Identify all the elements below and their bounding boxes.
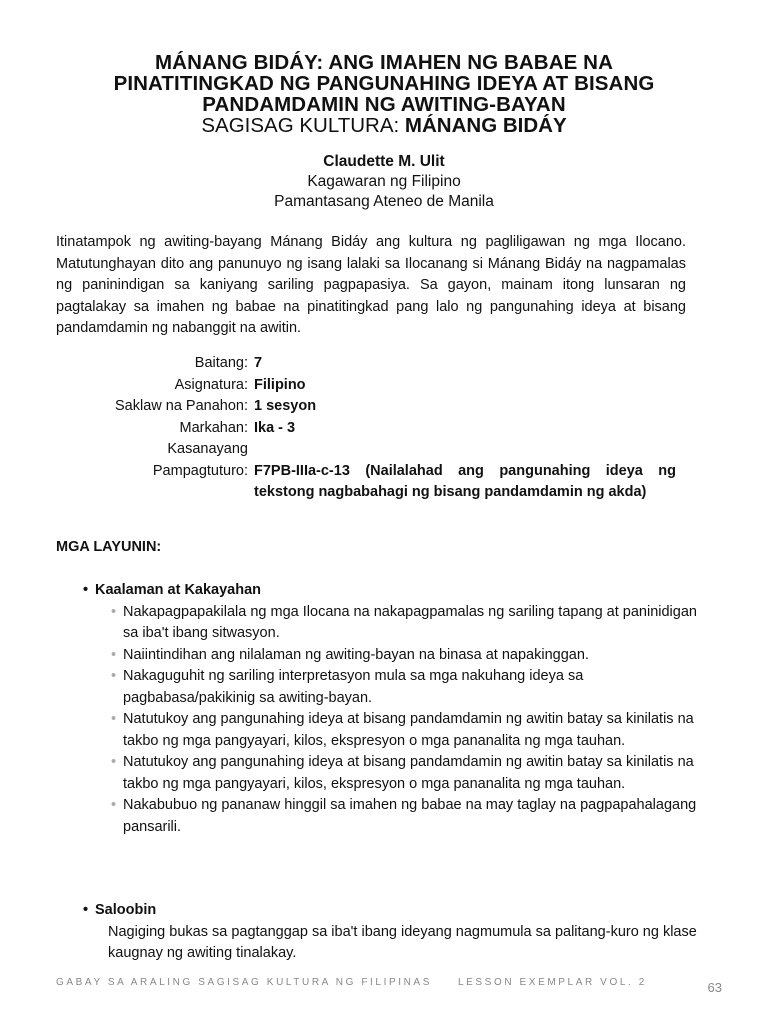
objectives-heading: MGA LAYUNIN: — [56, 539, 162, 555]
list-item-text: Nakabubuo ng pananaw hinggil sa imahen ng babae na may taglay na pagpapahalagang pansarili. — [123, 797, 697, 835]
list-item — [83, 709, 703, 752]
list-item — [83, 666, 703, 709]
meta-row-quarter — [56, 418, 676, 440]
title-block — [40, 52, 728, 137]
sub-bullet-icon: • — [111, 797, 117, 813]
meta-value-empty — [254, 439, 676, 461]
list-item — [83, 602, 703, 645]
footer-volume: LESSON EXEMPLAR VOL. 2 — [457, 977, 647, 988]
meta-value: 7 — [254, 355, 263, 371]
meta-value: Filipino — [254, 376, 306, 393]
meta-row-competency — [56, 461, 676, 504]
abstract-paragraph: Itinatampok ng awiting-bayang Mánang Bidáy ang kultura ng pagliligawan ng mga Ilocano. Matutunghayan dito ang panunuyo ng isang lalaki sa Ilocanang si Mánang Bidáy na nagpamalas ng paninindigan sa kaniyang sariling pagpapasiya. Sa gayon, mainam itong lunsaran ng pagtalakay sa imahen ng babae na pinatitingkad pang lalo ng pangunahing ideya at bisang pandamdamin ng nabanggit na awitin. — [56, 234, 686, 336]
meta-value: F7PB-IIIa-c-13 (Nailalahad ang pangunahing ideya ng tekstong nagbabahagi ng bisang pandamdamin ng akda) — [254, 462, 676, 500]
lesson-metadata — [56, 353, 676, 504]
attitude-group — [83, 900, 703, 965]
list-item-text: Nakapagpapakilala ng mga Ilocana na nakapagpamalas ng sariling tapang at paninidigan sa iba't ibang sitwasyon. — [123, 603, 697, 641]
author-block — [40, 152, 728, 212]
author-department: Kagawaran ng Filipino — [307, 173, 461, 190]
sub-bullet-icon: • — [111, 754, 117, 770]
meta-label: Saklaw na Panahon: — [114, 398, 248, 414]
meta-row-time — [56, 396, 676, 418]
footer-running-title — [56, 977, 647, 988]
list-item — [83, 752, 703, 795]
attitude-text: Nagiging bukas sa pagtanggap sa iba't ibang ideyang nagmumula sa palitang-kuro ng klase kaugnay ng awiting tinalakay. — [108, 923, 697, 961]
author-name: Claudette M. Ulit — [323, 153, 445, 170]
list-item-text: Natutukoy ang pangunahing ideya at bisang pandamdamin ng awitin batay sa kinilatis na takbo ng mga pangyayari, kilos, ekspresyon o mga pananalita ng mga tauhan. — [123, 711, 694, 749]
meta-value: 1 sesyon — [254, 398, 317, 414]
footer-series: GABAY SA ARALING SAGISAG KULTURA NG FILIPINAS — [56, 977, 432, 988]
page-number: 63 — [707, 980, 722, 995]
subtitle-bold: MÁNANG BIDÁY — [404, 114, 567, 137]
knowledge-label: Kaalaman at Kakayahan — [95, 582, 262, 598]
author-school: Pamantasang Ateneo de Manila — [274, 193, 494, 210]
list-item — [83, 645, 703, 667]
meta-label: Kasanayang — [167, 441, 248, 457]
meta-row-grade — [56, 353, 676, 375]
title-line-1: MÁNANG BIDÁY: ANG IMAHEN NG BABAE NA — [154, 51, 613, 74]
meta-label: Baitang: — [194, 355, 248, 371]
list-item-text: Naiintindihan ang nilalaman ng awiting-bayan na binasa at napakinggan. — [123, 646, 589, 663]
bullet-icon: • — [83, 582, 89, 598]
list-item-text: Natutukoy ang pangunahing ideya at bisang pandamdamin ng awitin batay sa kinilatis na takbo ng mga pangyayari, kilos, ekspresyon o mga pananalita ng mga tauhan. — [123, 754, 694, 792]
meta-label: Pampagtuturo: — [152, 462, 248, 479]
attitude-label: Saloobin — [95, 902, 157, 918]
subtitle-prefix: SAGISAG KULTURA: — [201, 114, 405, 137]
sub-bullet-icon: • — [111, 668, 117, 684]
title-line-3: PANDAMDAMIN NG AWITING-BAYAN — [202, 93, 566, 116]
subtitle — [40, 115, 728, 137]
knowledge-bullet — [83, 580, 703, 602]
sub-bullet-icon: • — [111, 711, 117, 727]
title-line-2: PINATITINGKAD NG PANGUNAHING IDEYA AT BISANG — [113, 72, 655, 95]
list-item-text: Nakaguguhit ng sariling interpretasyon mula sa mga nakuhang ideya sa pagbabasa/pakikinig sa awiting-bayan. — [123, 668, 584, 706]
meta-label: Asignatura: — [174, 376, 248, 393]
sub-bullet-icon: • — [111, 646, 117, 663]
list-item — [83, 795, 703, 838]
knowledge-group — [83, 580, 703, 838]
bullet-icon: • — [83, 902, 89, 918]
meta-label: Markahan: — [179, 419, 248, 436]
sub-bullet-icon: • — [111, 603, 117, 620]
meta-value: Ika - 3 — [254, 419, 296, 436]
knowledge-list — [83, 602, 703, 839]
meta-row-competency-label — [56, 439, 676, 461]
meta-row-subject — [56, 375, 676, 397]
attitude-bullet — [83, 900, 703, 922]
